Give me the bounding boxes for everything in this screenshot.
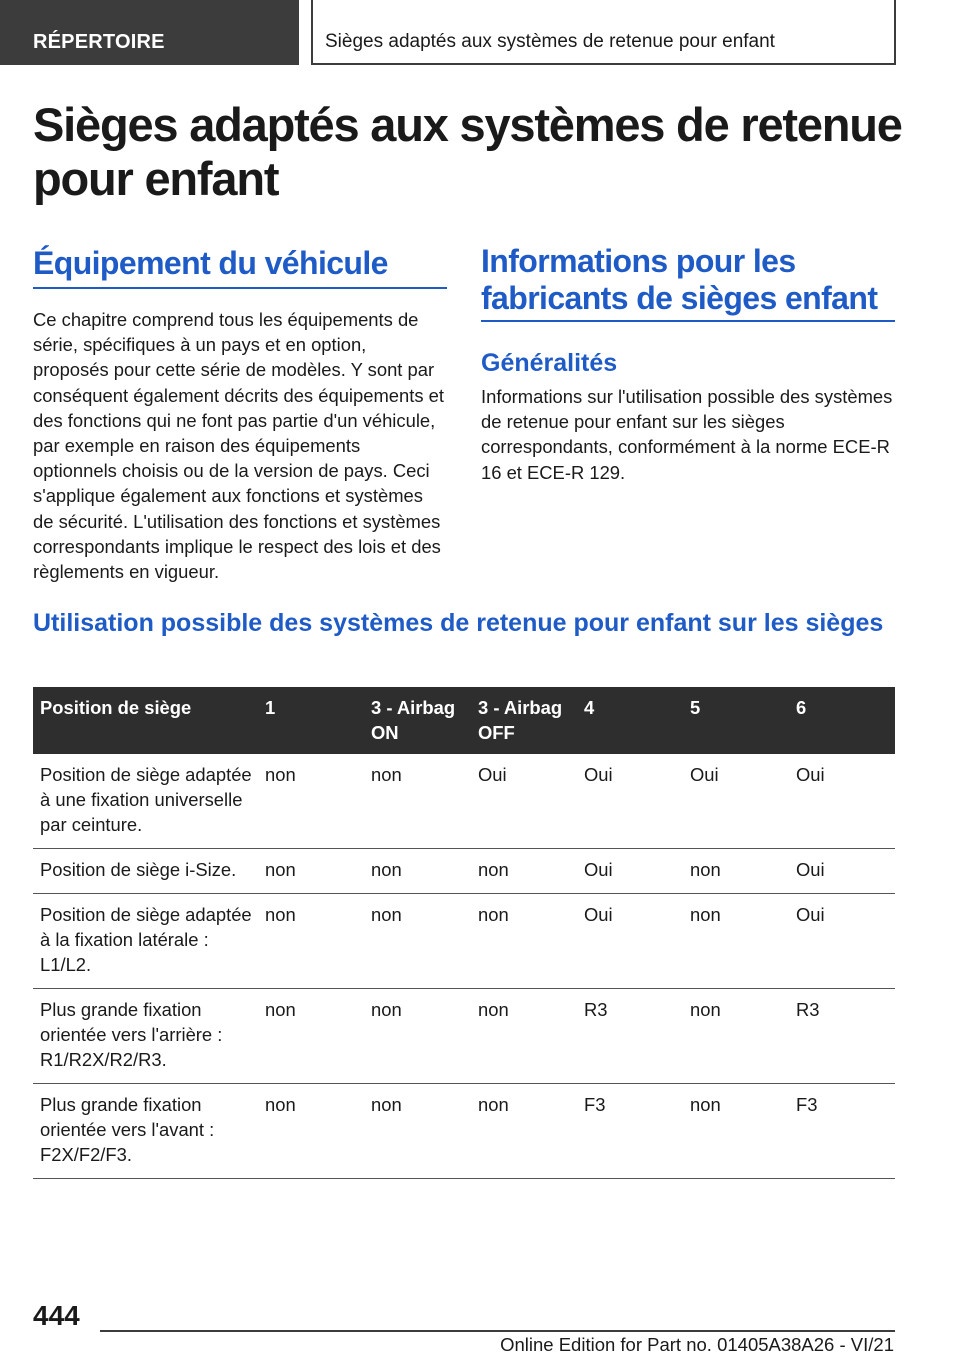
- table-cell: R3: [789, 989, 895, 1084]
- row-label: Plus grande fixation orientée vers l'avant : F2X/F2/F3.: [33, 1084, 258, 1179]
- table-cell: non: [258, 754, 364, 849]
- table-row: [33, 1084, 895, 1179]
- table-cell: Oui: [471, 754, 577, 849]
- table-cell: non: [683, 989, 789, 1084]
- table-cell: Oui: [789, 849, 895, 894]
- row-label: Position de siège adaptée à une fixation universelle par ceinture.: [33, 754, 258, 849]
- table-cell: non: [258, 849, 364, 894]
- table-cell: non: [258, 1084, 364, 1179]
- manufacturer-info-heading: Informations pour les fabricants de sièges enfant: [481, 243, 895, 322]
- table-cell: F3: [577, 1084, 683, 1179]
- table-cell: non: [364, 849, 471, 894]
- vehicle-equipment-heading: Équipement du véhicule: [33, 243, 447, 289]
- row-label: Position de siège i-Size.: [33, 849, 258, 894]
- table-cell: non: [683, 849, 789, 894]
- table-cell: Oui: [789, 894, 895, 989]
- table-cell: Oui: [789, 754, 895, 849]
- table-row: [33, 849, 895, 894]
- edition-footer: Online Edition for Part no. 01405A38A26 - VI/21: [500, 1334, 894, 1355]
- table-row: [33, 894, 895, 989]
- table-cell: non: [683, 894, 789, 989]
- table-cell: non: [364, 894, 471, 989]
- table-row: [33, 989, 895, 1084]
- table-cell: non: [683, 1084, 789, 1179]
- table-cell: non: [364, 989, 471, 1084]
- row-label: Plus grande fixation orientée vers l'arrière : R1/R2X/R2/R3.: [33, 989, 258, 1084]
- row-label: Position de siège adaptée à la fixation latérale : L1/L2.: [33, 894, 258, 989]
- table-cell: non: [364, 754, 471, 849]
- table-cell: R3: [577, 989, 683, 1084]
- page-number: 444: [33, 1300, 80, 1331]
- header-seat-position: Position de siège: [33, 687, 258, 754]
- header-seat-5: 5: [683, 687, 789, 754]
- header-seat-3-airbag-on: 3 - Airbag ON: [364, 687, 471, 754]
- seat-compatibility-table: [33, 687, 895, 1179]
- table-cell: Oui: [577, 754, 683, 849]
- table-cell: non: [471, 849, 577, 894]
- table-cell: non: [258, 894, 364, 989]
- table-row: [33, 754, 895, 849]
- generalities-subheading: Généralités: [481, 349, 618, 377]
- table-cell: Oui: [577, 894, 683, 989]
- table-cell: Oui: [577, 849, 683, 894]
- chapter-header-title: Sièges adaptés aux systèmes de retenue pour enfant: [311, 0, 896, 65]
- table-header-row: [33, 687, 895, 754]
- table-cell: non: [471, 989, 577, 1084]
- section-tab-repertoire[interactable]: RÉPERTOIRE: [0, 0, 299, 65]
- footer-divider: [100, 1330, 895, 1332]
- header-seat-1: 1: [258, 687, 364, 754]
- table-cell: non: [471, 894, 577, 989]
- seat-usage-heading: Utilisation possible des systèmes de retenue pour enfant sur les sièges: [33, 609, 884, 637]
- table-cell: non: [364, 1084, 471, 1179]
- header-seat-3-airbag-off: 3 - Airbag OFF: [471, 687, 577, 754]
- header-seat-6: 6: [789, 687, 895, 754]
- table-cell: non: [471, 1084, 577, 1179]
- vehicle-equipment-paragraph: Ce chapitre comprend tous les équipements de série, spécifiques à un pays et en option, proposés pour cette série de modèles. Y sont par conséquent également décrits des équipements et des fonctions qui ne font pas partie d'un véhicule, par exemple en raison des équipements optionnels choisis ou de la version de pays. Ceci s'applique également aux fonctions et systèmes de sécurité. L'utilisation des fonctions et systèmes correspondants implique le respect des lois et des règlements en vigueur.: [33, 309, 444, 583]
- table-cell: F3: [789, 1084, 895, 1179]
- generalities-paragraph: Informations sur l'utilisation possible des systèmes de retenue pour enfant sur les sièges correspondants, conformément à la norme ECE-R 16 et ECE-R 129.: [481, 386, 893, 483]
- header-seat-4: 4: [577, 687, 683, 754]
- table-cell: non: [258, 989, 364, 1084]
- page-title: Sièges adaptés aux systèmes de retenue pour enfant: [33, 98, 902, 205]
- table-cell: Oui: [683, 754, 789, 849]
